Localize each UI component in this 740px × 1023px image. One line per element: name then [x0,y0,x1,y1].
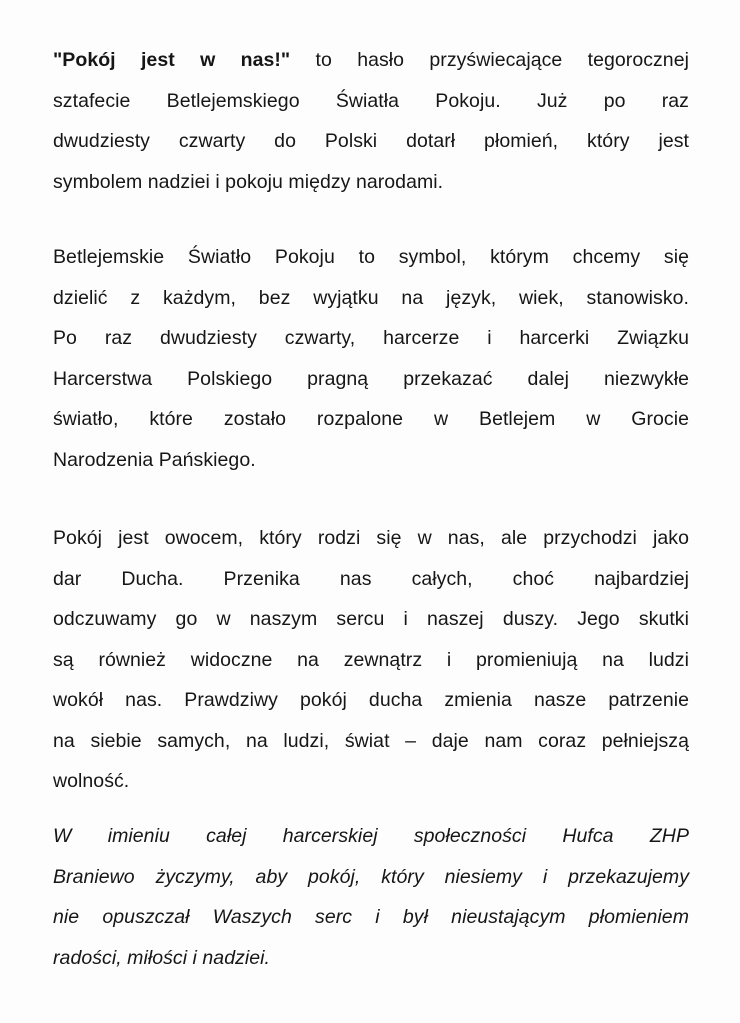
text-line: sztafecie Betlejemskiego Światła Pokoju. Już po raz [53,89,689,112]
text-line [53,40,689,81]
text-line: Betlejemskie Światło Pokoju to symbol, którym chcemy się [53,246,689,268]
paragraph-slogan [53,40,689,202]
text-line: światło, które zostało rozpalone w Betlejem w Grocie [53,408,689,430]
text-line: wokół nas. Prawdziwy pokój ducha zmienia nasze patrzenie [53,689,689,711]
paragraph-wishes [53,816,689,978]
text-line: nie opuszczał Waszych serc i był nieustającym płomieniem [53,906,689,928]
text-line: symbolem nadziei i pokoju między narodami. [53,170,444,193]
slogan-quote: "Pokój jest w nas!" [53,49,291,71]
text-line: dar Ducha. Przenika nas całych, choć najbardziej [53,567,689,590]
text-line: dwudziesty czwarty do Polski dotarł płomień, który jest [53,130,689,152]
text-line: Pokój jest owocem, który rodzi się w nas, ale przychodzi jako [53,527,689,549]
paragraph-light-symbol [53,237,689,480]
text-line: są również widoczne na zewnątrz i promieniują na ludzi [53,648,689,671]
text-line: na siebie samych, na ludzi, świat – daje nam coraz pełniejszą [53,729,689,752]
text-line: W imieniu całej harcerskiej społeczności Hufca ZHP [53,825,689,847]
text-line: odczuwamy go w naszym sercu i naszej duszy. Jego skutki [53,608,689,630]
text-line: Po raz dwudziesty czwarty, harcerze i harcerki Związku [53,327,689,349]
text-line: Narodzenia Pańskiego. [53,448,256,471]
text-line: wolność. [53,770,130,792]
text-line: dzielić z każdym, bez wyjątku na język, wiek, stanowisko. [53,286,689,309]
paragraph-peace-fruit [53,518,689,802]
text-line: radości, miłości i nadziei. [53,946,271,969]
text-line: Braniewo życzymy, aby pokój, który niesiemy i przekazujemy [53,865,689,888]
text-line: Harcerstwa Polskiego pragną przekazać dalej niezwykłe [53,367,689,390]
line-text: to hasło przyświecające tegorocznej [290,49,689,71]
